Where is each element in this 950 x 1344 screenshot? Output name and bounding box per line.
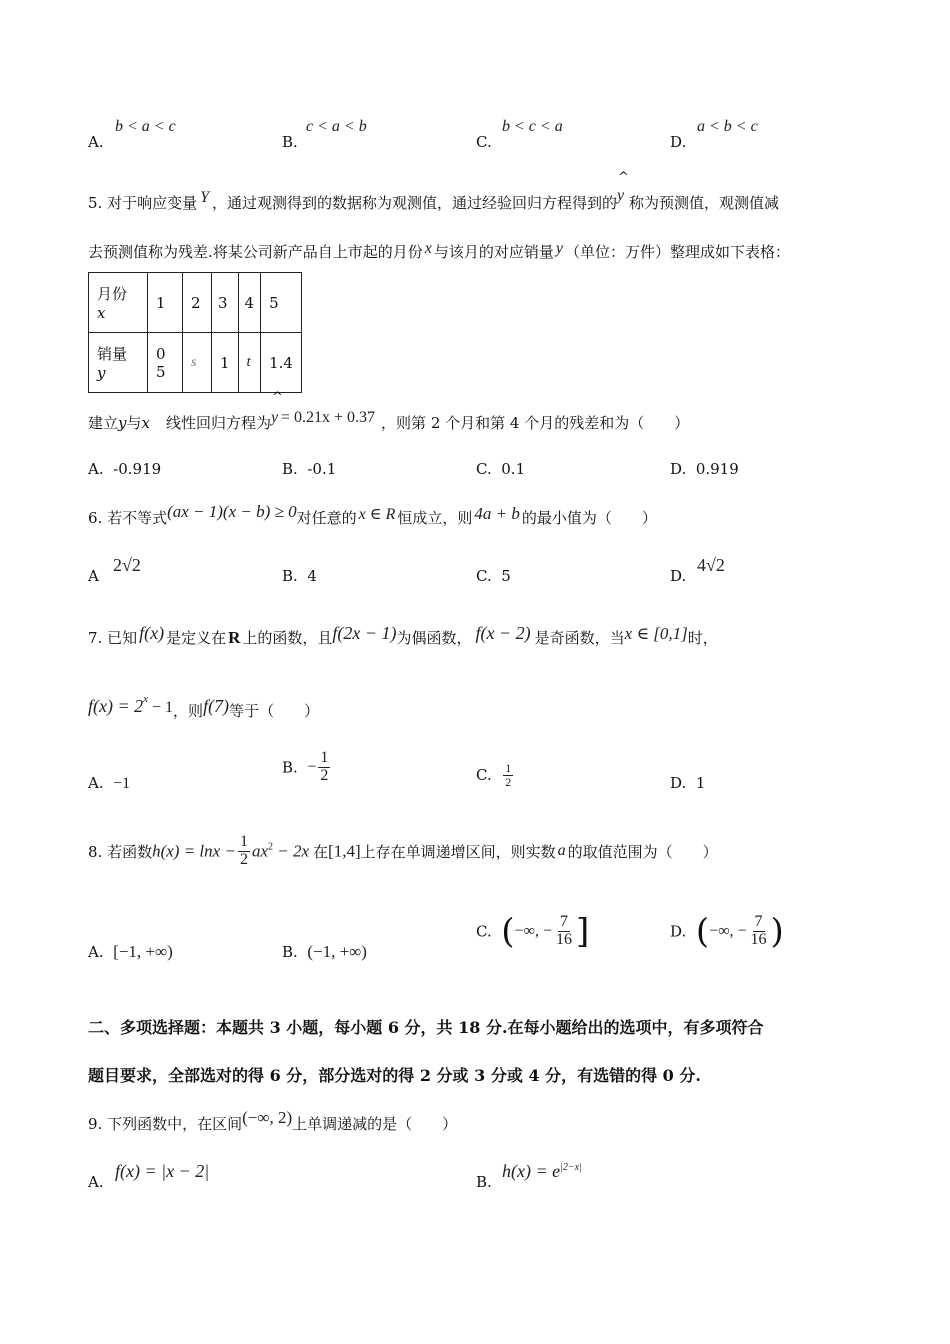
q5-option-a: A. -0.919: [88, 460, 162, 478]
q4-option-b-label: B.: [282, 133, 298, 151]
var-y-hat: y: [617, 187, 625, 204]
q9-option-b: B.: [476, 1173, 492, 1191]
table-cell: t: [238, 333, 261, 393]
table-cell: 3: [212, 273, 239, 333]
q8-option-d: D. (−∞, − $\frac{7}{16}$ ): [670, 911, 784, 952]
table-cell: 2: [183, 273, 212, 333]
q7-stem: 7. 已知 f(x) 是定义在 R 上的函数，且f(2x − 1)为偶函数， f(x − 2) 是奇函数，当x ∈ [0,1]时，: [88, 623, 718, 647]
q5-line3: 建立y与x 线性回归方程为y ^ = 0.21x + 0.37 ，则第 2 个月和第 4 个月的残差和为（ ）: [88, 390, 690, 432]
q8-stem: 8. 若函数h(x) = lnx − $\frac{1}{2}$ $ax^2 - 2x$ 在[1,4]上存在单调递增区间，则实数 a 的取值范围为（ ）: [88, 833, 718, 868]
q4-option-b-expr: c < a < b: [306, 118, 367, 135]
table-row-sales: [89, 333, 302, 393]
section2-heading-line1: 二、多项选择题：本题共 3 小题，每小题 6 分，共 18 分.在每小题给出的选项中，有多项符合: [88, 1018, 764, 1037]
q4-option-d-label: D.: [670, 133, 687, 151]
q5-option-b: B. -0.1: [282, 460, 337, 478]
q8-option-a: A. [−1, +∞): [88, 942, 173, 961]
q4-option-d-expr: a < b < c: [697, 118, 758, 135]
q7-option-b: B. − $\frac{1}{2}$: [282, 749, 329, 784]
q7-option-d: D. 1: [670, 774, 706, 792]
table-cell: 1.4: [261, 333, 302, 393]
q6-option-a-value: 2√2: [113, 555, 141, 575]
q8-option-b: B. (−1, +∞): [282, 942, 367, 961]
q9-option-a: A.: [88, 1173, 104, 1191]
q6-option-a: A: [88, 567, 99, 585]
section2-heading-line2: 题目要求，全部选对的得 6 分，部分选对的得 2 分或 3 分或 4 分，有选错的得 0 分.: [88, 1066, 701, 1085]
table-cell: 4: [238, 273, 261, 333]
table-cell: 1: [212, 333, 239, 393]
q4-option-a-label: A.: [88, 133, 104, 151]
table-cell: 5: [261, 273, 302, 333]
data-table: [88, 272, 302, 393]
q5-option-d: D. 0.919: [670, 460, 739, 478]
table-header-month: 月份 x: [89, 273, 148, 333]
q7-option-c: C. $\frac{1}{2}$: [476, 761, 512, 789]
var-Y: Y: [200, 189, 209, 206]
q5-option-c: C. 0.1: [476, 460, 526, 478]
q9-option-a-expr: f(x) = |x − 2|: [115, 1161, 210, 1181]
table-cell: s: [183, 333, 212, 393]
q6-option-d-value: 4√2: [697, 555, 725, 575]
q5-line1: 5. 对于响应变量 Y ，通过观测得到的数据称为观测值，通过经验回归方程得到的y ^ 称为预测值，观测值减: [88, 170, 780, 212]
q8-option-c: C. (−∞, − $\frac{7}{16}$ ]: [476, 911, 590, 952]
q6-option-b: B. 4: [282, 567, 317, 585]
q9-stem: 9. 下列函数中，在区间(−∞, 2)上单调递减的是（ ）: [88, 1108, 458, 1133]
q7-line2: $f(x) = 2^x - 1$，则f(7)等于（ ）: [88, 693, 320, 720]
q4-option-c-label: C.: [476, 133, 492, 151]
q6-stem: 6. 若不等式(ax − 1)(x − b) ≥ 0对任意的 x ∈ R 恒成立，则 4a + b 的最小值为（ ）: [88, 502, 657, 527]
q7-option-a: A. −1: [88, 774, 131, 792]
q4-option-c-expr: b < c < a: [502, 118, 563, 135]
regression-equation: = 0.21x + 0.37: [281, 409, 376, 426]
table-cell: 1: [148, 273, 183, 333]
q5-line2: 去预测值称为残差.将某公司新产品自上市起的月份 x 与该月的对应销量 y （单位：万件）整理成如下表格：: [88, 240, 791, 261]
table-row-month: [89, 273, 302, 333]
table-cell: 0 5: [148, 333, 183, 393]
q6-option-c: C. 5: [476, 567, 511, 585]
q4-option-a-expr: b < a < c: [115, 118, 176, 135]
table-header-sales: 销量 y: [89, 333, 148, 393]
q9-option-b-expr: $h(x) = e^{|2-x|}$: [502, 1161, 582, 1181]
q6-option-d: D.: [670, 567, 687, 585]
